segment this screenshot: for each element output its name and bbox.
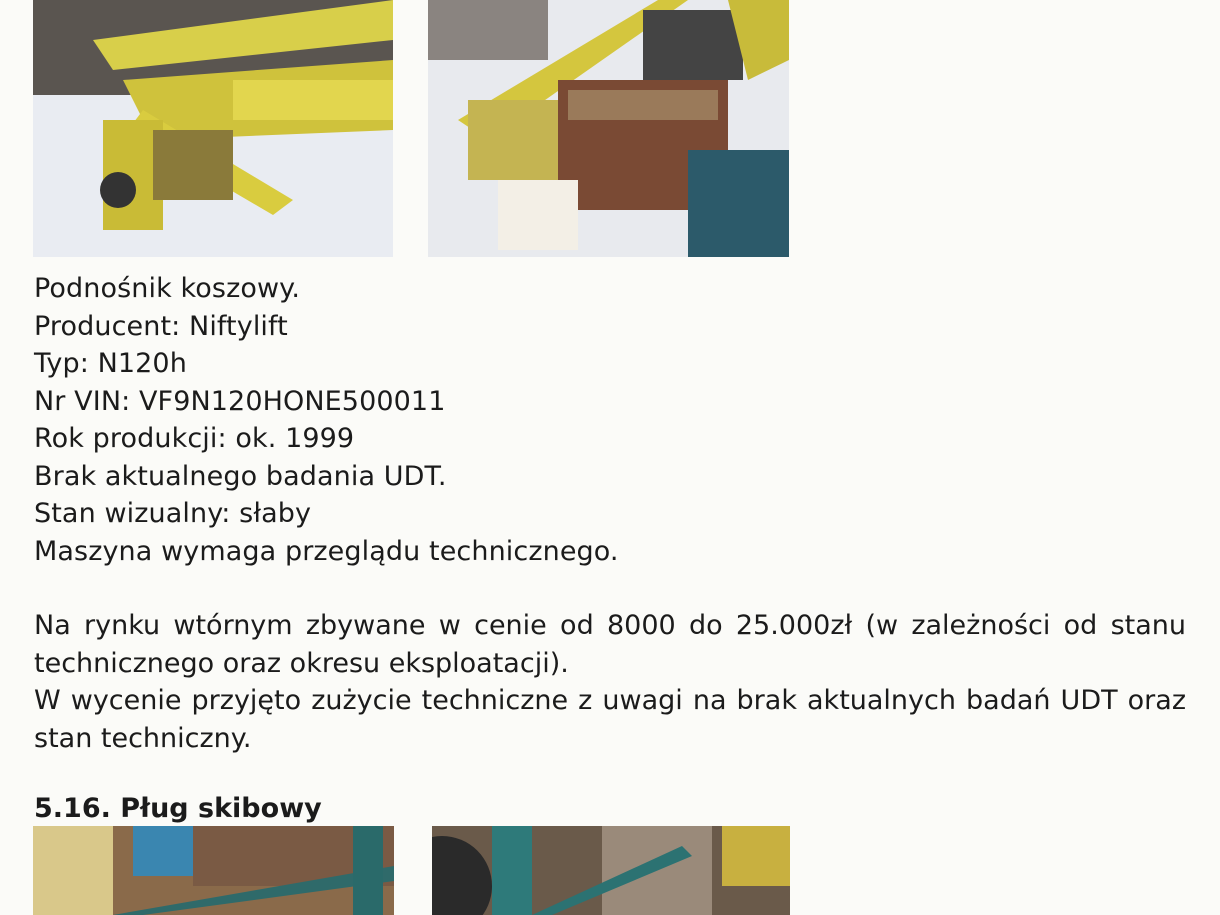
aerial-lift-photo-left (33, 0, 393, 257)
section-heading: 5.16. Pług skibowy (34, 793, 322, 824)
spec-vin: Nr VIN: VF9N120HONE500011 (34, 385, 446, 417)
spec-maintenance-note: Maszyna wymaga przeglądu technicznego. (34, 535, 619, 567)
plough-photo-left (33, 826, 394, 915)
aerial-lift-engine-photo (428, 0, 789, 257)
valuation-paragraph: W wycenie przyjęto zużycie techniczne z uwagi na brak aktualnych badań UDT oraz stan techniczny. (34, 685, 1186, 754)
spec-visual-condition: Stan wizualny: słaby (34, 498, 312, 529)
spec-udt-inspection: Brak aktualnego badania UDT. (34, 460, 447, 492)
plough-wheel-photo (432, 826, 790, 915)
spec-producer: Producent: Niftylift (34, 310, 288, 342)
machine-spec-list (34, 270, 1194, 570)
spec-production-year: Rok produkcji: ok. 1999 (34, 423, 355, 454)
spec-model: Typ: N120h (34, 348, 187, 379)
market-price-paragraph: Na rynku wtórnym zbywane w cenie od 8000 do 25.000zł (w zależności od stanu technicznego oraz okresu eksploatacji). (34, 610, 1186, 679)
spec-machine-type: Podnośnik koszowy. (34, 273, 301, 304)
